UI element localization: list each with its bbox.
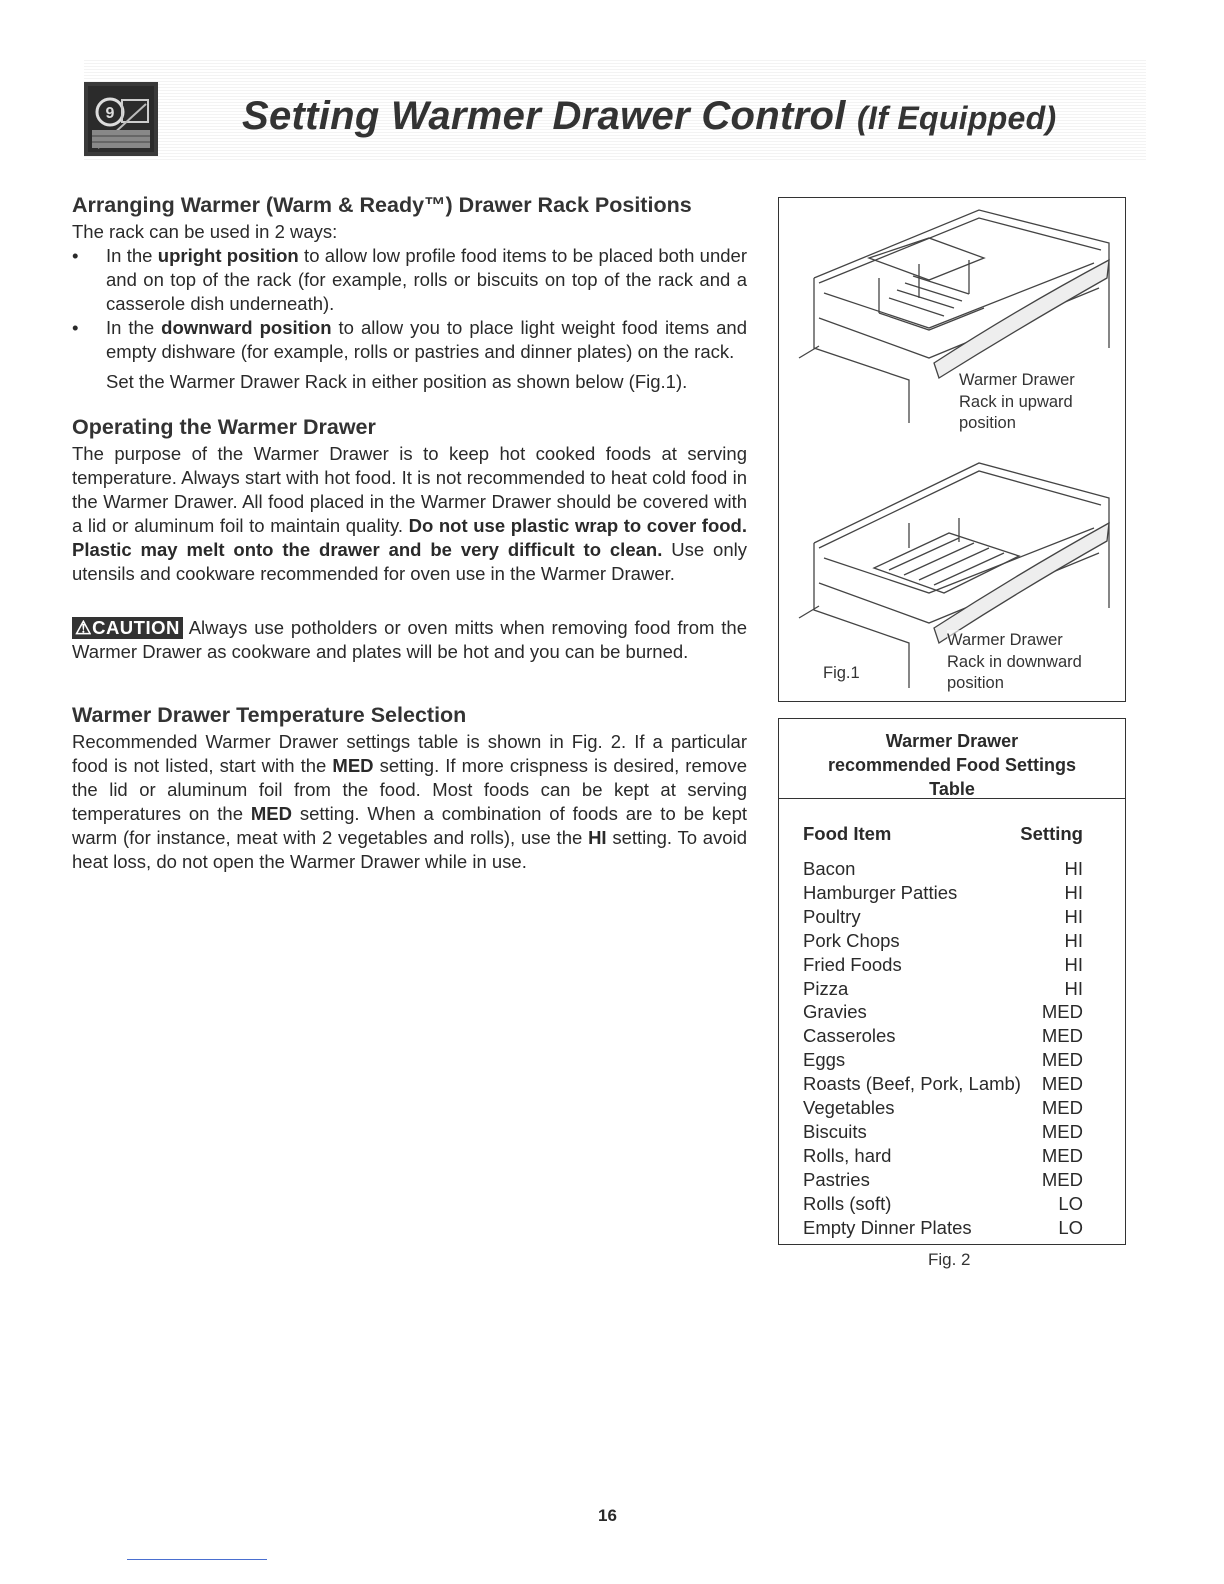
table-title	[779, 719, 1125, 799]
food-setting: LO	[1058, 1216, 1083, 1238]
food-setting: MED	[1041, 1073, 1083, 1095]
food-setting: MED	[1041, 1168, 1083, 1190]
page-number: 16	[598, 1506, 617, 1525]
setting-med: MED	[250, 803, 292, 824]
lower-rack-caption	[947, 630, 1082, 695]
list-item	[72, 316, 747, 364]
table-row	[803, 929, 1083, 953]
page-title-main: Setting Warmer Drawer Control	[242, 94, 846, 138]
food-setting: MED	[1041, 1025, 1083, 1047]
table-row	[803, 953, 1083, 977]
operating-heading: Operating the Warmer Drawer	[72, 415, 376, 439]
food-item: Pizza	[803, 977, 849, 999]
food-item: Roasts (Beef, Pork, Lamb)	[803, 1073, 1021, 1095]
table-row	[803, 1168, 1083, 1192]
caution-paragraph	[72, 616, 747, 664]
table-row	[803, 1144, 1083, 1168]
food-item: Bacon	[803, 858, 856, 879]
operating-paragraph	[72, 442, 747, 586]
caution-text: Always use potholders or oven mitts when removing food from the Warmer Drawer as cookware and plates will be hot and you can be burned.	[72, 617, 747, 662]
food-item: Pork Chops	[803, 929, 900, 951]
table-row	[803, 905, 1083, 929]
food-setting: HI	[1064, 977, 1083, 999]
page-title-subtitle: (If Equipped)	[857, 100, 1057, 136]
table-row	[803, 1048, 1083, 1072]
paragraph-text: setting. If more crispness is desired, remove the lid or aluminum foil from the food. Most foods can be kept at serving temperatures on the	[72, 755, 747, 824]
drawer-rack-illustrations	[779, 198, 1125, 701]
food-setting: HI	[1064, 953, 1083, 975]
food-item: Gravies	[803, 1001, 867, 1023]
table-title-line: Table	[929, 779, 975, 799]
caution-badge: ⚠CAUTION	[72, 617, 183, 639]
bullet-text: to allow low profile food items to be placed both under and on top of the rack (for example, rolls or biscuits on top of the rack and a casserole dish underneath).	[106, 245, 747, 314]
food-item: Rolls, hard	[803, 1144, 892, 1166]
temperature-heading: Warmer Drawer Temperature Selection	[72, 703, 467, 727]
temperature-paragraph	[72, 730, 747, 874]
table-row	[803, 881, 1083, 905]
bullet-text: to allow you to place light weight food items and empty dishware (for example, rolls or pastries and dinner plates) on the rack.	[106, 317, 747, 362]
column-header-setting: Setting	[1020, 823, 1083, 844]
list-item	[72, 244, 747, 316]
figure-2-label: Fig. 2	[928, 1250, 971, 1269]
figure-1-drawer-racks	[778, 197, 1126, 702]
rack-note: Set the Warmer Drawer Rack in either position as shown below (Fig.1).	[106, 371, 688, 392]
food-setting: MED	[1041, 1001, 1083, 1023]
food-item: Eggs	[803, 1049, 846, 1071]
column-header-food: Food Item	[803, 823, 892, 844]
table-row	[803, 1120, 1083, 1144]
food-setting: HI	[1064, 905, 1083, 927]
paragraph-text: setting. When a combination of foods are to be kept warm (for instance, meat with 2 vegetables and rolls), use the	[72, 803, 747, 848]
food-item: Poultry	[803, 905, 861, 927]
food-setting: MED	[1041, 1049, 1083, 1071]
table-row	[803, 1000, 1083, 1024]
caption-line: position	[947, 674, 1004, 692]
bullet-bold: downward position	[161, 317, 332, 338]
food-item: Pastries	[803, 1168, 870, 1190]
food-setting: MED	[1041, 1120, 1083, 1142]
caption-line: Rack in downward	[947, 652, 1082, 671]
figure-1-label: Fig.1	[823, 664, 860, 682]
table-row	[803, 1072, 1083, 1096]
food-item: Biscuits	[803, 1120, 867, 1142]
food-setting: MED	[1041, 1097, 1083, 1119]
table-row	[803, 1024, 1083, 1048]
warmer-drawer-icon	[84, 82, 158, 156]
caption-line: Warmer Drawer	[959, 371, 1075, 389]
food-setting: MED	[1041, 1144, 1083, 1166]
caption-line: Rack in upward	[959, 392, 1073, 411]
upper-rack-caption	[959, 370, 1075, 435]
table-body	[803, 857, 1083, 1240]
paragraph-text: The purpose of the Warmer Drawer is to keep hot cooked foods at serving temperature. Always start with hot food. It is not recommended to heat cold food in the Warmer Drawer. All food placed in the Warmer Drawer should be covered with a lid or aluminum foil to maintain quality.	[72, 443, 747, 536]
table-header	[803, 823, 1083, 845]
table-row	[803, 1096, 1083, 1120]
table-title-line: Warmer Drawer	[885, 731, 1019, 751]
table-row	[803, 1192, 1083, 1216]
left-column	[72, 190, 747, 874]
table-row	[803, 857, 1083, 881]
table-title-line: recommended Food Settings	[827, 755, 1077, 775]
food-setting: LO	[1058, 1192, 1083, 1214]
food-setting: HI	[1064, 881, 1083, 903]
food-item: Casseroles	[803, 1025, 896, 1047]
food-settings-table	[778, 718, 1126, 1245]
svg-text:9: 9	[105, 105, 115, 122]
page-title	[242, 94, 1056, 139]
header-banner	[84, 60, 1146, 160]
paragraph-text: Recommended Warmer Drawer settings table is shown in Fig. 2. If a particular food is not listed, start with the	[72, 731, 747, 776]
food-item: Rolls (soft)	[803, 1192, 892, 1214]
food-item: Hamburger Patties	[803, 881, 958, 903]
rack-intro: The rack can be used in 2 ways:	[72, 221, 338, 242]
food-item: Vegetables	[803, 1097, 895, 1119]
food-setting: HI	[1064, 929, 1083, 951]
table-row	[803, 1216, 1083, 1240]
bullet-text: In the	[106, 317, 162, 338]
bullet-text: In the	[106, 245, 158, 266]
bullet-bold: upright position	[157, 245, 299, 266]
setting-hi: HI	[588, 827, 607, 848]
paragraph-text: Use only utensils and cookware recommended for oven use in the Warmer Drawer.	[72, 539, 747, 584]
food-item: Fried Foods	[803, 953, 902, 975]
caption-line: position	[959, 414, 1016, 432]
setting-med: MED	[332, 755, 374, 776]
plastic-wrap-warning: Do not use plastic wrap to cover food. Plastic may melt onto the drawer and be very difficult to clean.	[72, 515, 747, 560]
food-setting: HI	[1064, 858, 1083, 879]
paragraph-text: setting. To avoid heat loss, do not open the Warmer Drawer while in use.	[72, 827, 747, 872]
table-row	[803, 977, 1083, 1001]
food-item: Empty Dinner Plates	[803, 1216, 972, 1238]
rack-bullet-list	[72, 244, 747, 364]
footer-rule	[127, 1559, 267, 1560]
caption-line: Warmer Drawer	[947, 631, 1063, 649]
rack-positions-heading: Arranging Warmer (Warm & Ready™) Drawer Rack Positions	[72, 193, 692, 217]
